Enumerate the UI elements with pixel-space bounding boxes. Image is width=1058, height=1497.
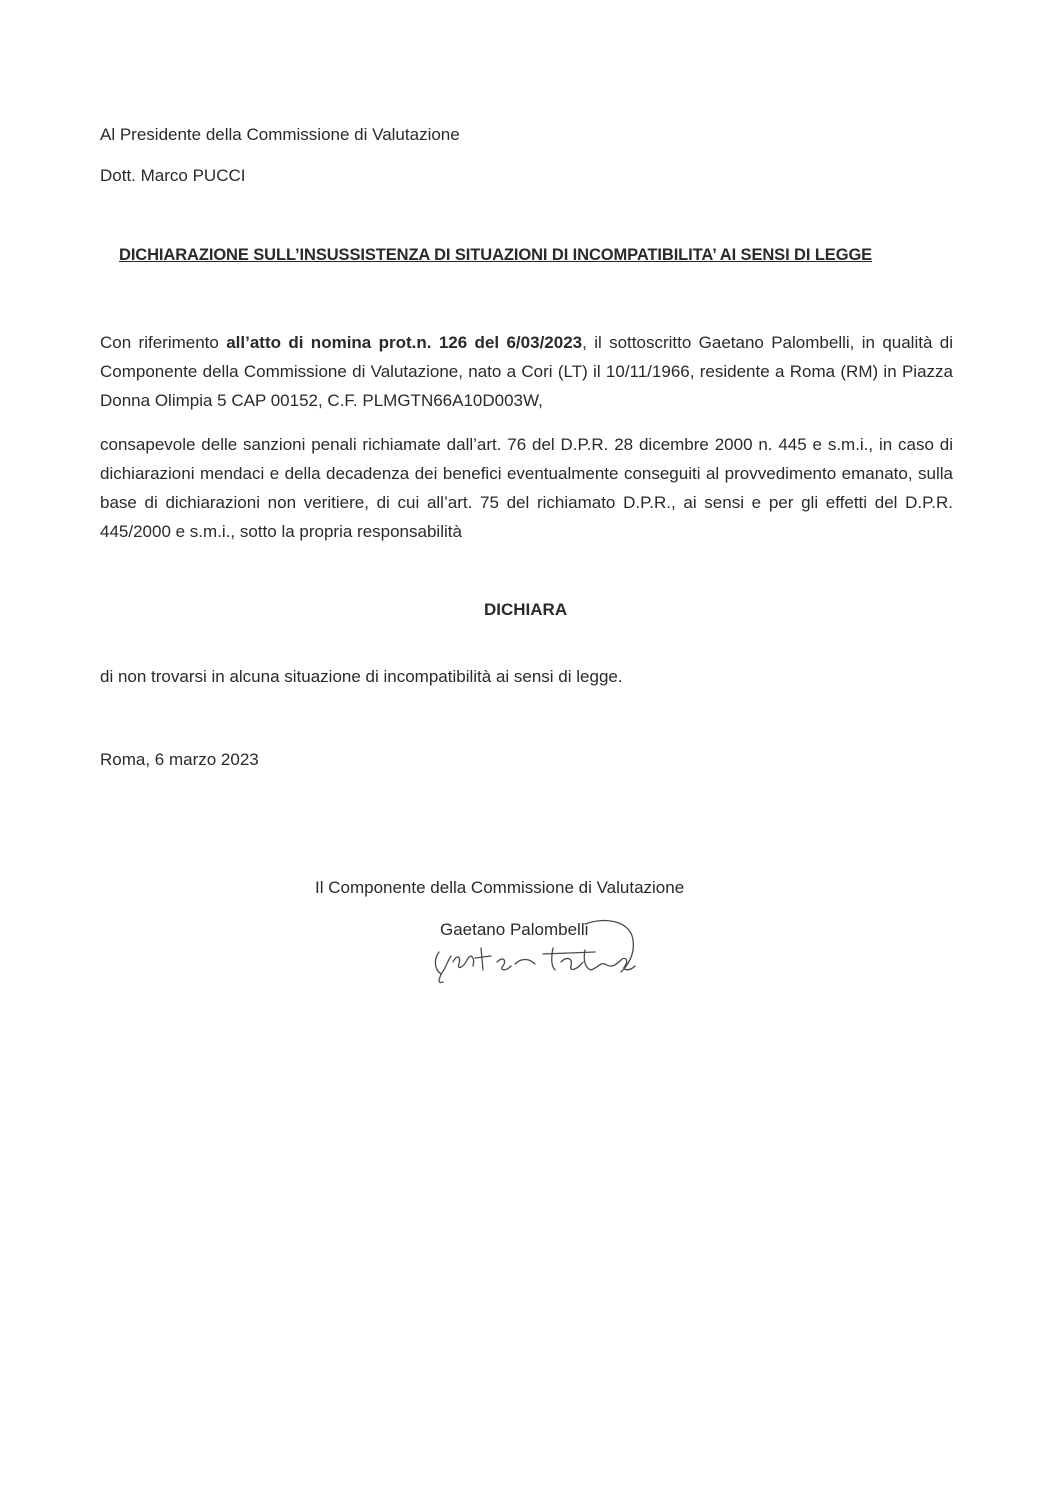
declaration-statement: di non trovarsi in alcuna situazione di incompatibilità ai sensi di legge.	[100, 667, 623, 686]
handwritten-signature	[425, 912, 655, 987]
recipient-line-2: Dott. Marco PUCCI	[100, 166, 246, 185]
paragraph-reference	[100, 328, 953, 415]
paragraph-reference-lead: Con riferimento	[100, 333, 227, 352]
paragraph-reference-bold: all’atto di nomina prot.n. 126 del 6/03/2023	[226, 333, 583, 352]
recipient-line-1: Al Presidente della Commissione di Valutazione	[100, 125, 460, 144]
declares-heading: DICHIARA	[484, 600, 568, 619]
place-date: Roma, 6 marzo 2023	[100, 750, 259, 769]
signer-name: Gaetano Palombelli	[440, 920, 589, 939]
paragraph-awareness: consapevole delle sanzioni penali richiamate dall’art. 76 del D.P.R. 28 dicembre 2000 n. 445 e s.m.i., in caso di dichiarazioni mendaci e della decadenza dei benefici eventualmente conseguiti al provvedimento emanato, sulla base di dichiarazioni non veritiere, di cui all’art. 75 del richiamato D.P.R., ai sensi e per gli effetti del D.P.R. 445/2000 e s.m.i., sotto la propria responsabilità	[100, 435, 953, 541]
signer-role: Il Componente della Commissione di Valutazione	[315, 878, 685, 897]
document-title: DICHIARAZIONE SULL’INSUSSISTENZA DI SITUAZIONI DI INCOMPATIBILITA’ AI SENSI DI LEGGE	[119, 246, 873, 264]
paragraph-reference-rest: , il sottoscritto Gaetano Palombelli, in qualità di Componente della Commissione di Valutazione, nato a Cori (LT) il 10/11/1966, residente a Roma (RM) in Piazza Donna Olimpia 5 CAP 00152, C.F. PLMGTN66A10D003W,	[100, 333, 953, 410]
